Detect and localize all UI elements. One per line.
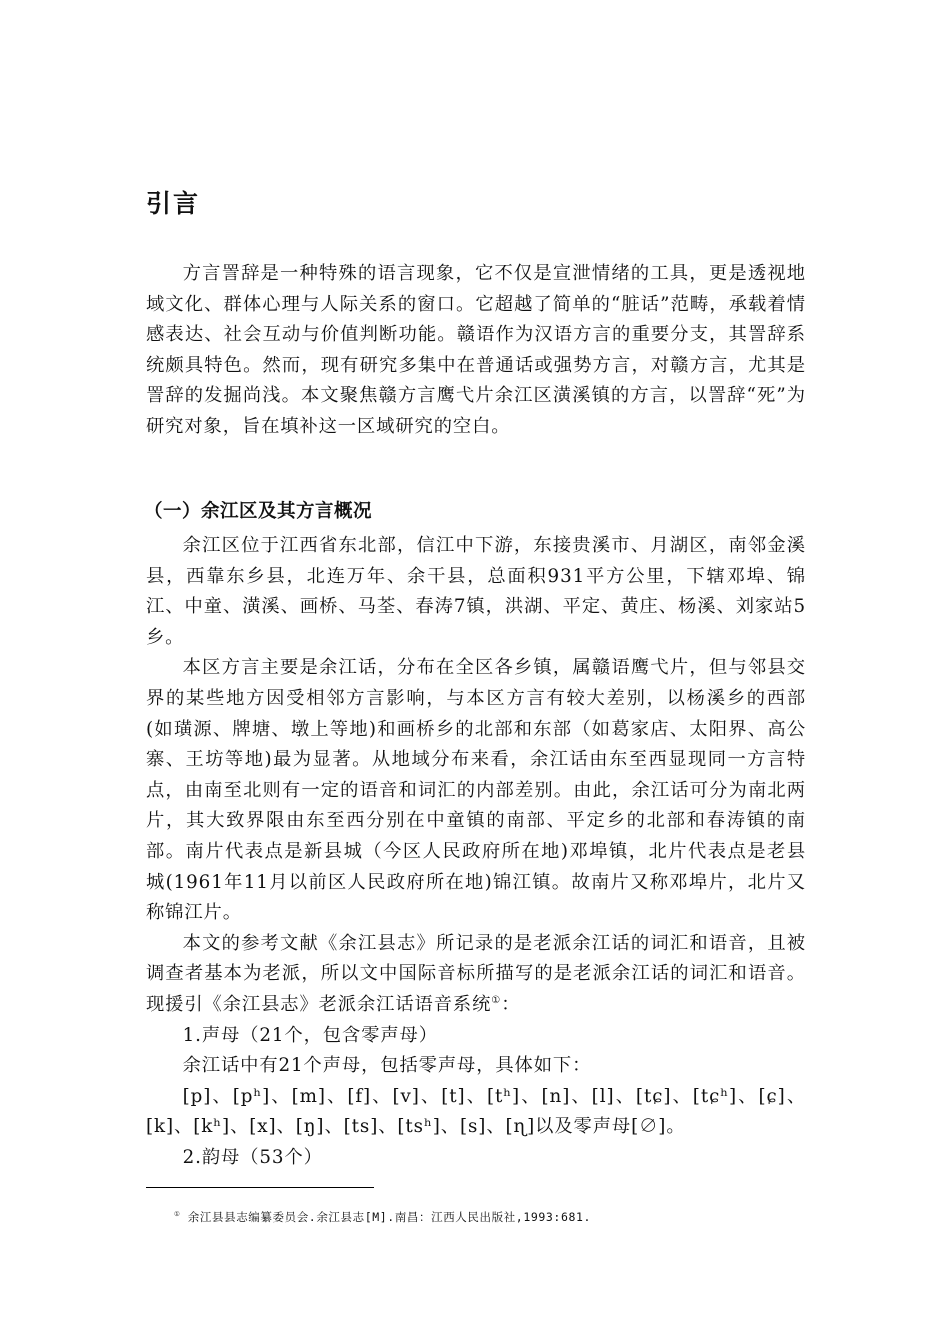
- footnote-ref[interactable]: ①: [491, 994, 502, 1006]
- initials-description: 余江话中有21个声母，包括零声母，具体如下：: [182, 1055, 592, 1077]
- paragraph-reference-end: ：: [501, 993, 521, 1015]
- footnote-mark: ①: [174, 1211, 181, 1219]
- paragraph-dialect: 本区方言主要是余江话，分布在全区各乡镇，属赣语鹰弋片，但与邻县交界的某些地方因受相邻方言影响，与本区方言有较大差别，以杨溪乡的西部(如璜源、牌塘、墩上等地)和画桥乡的北部和东部（如葛家店、太阳界、高公寨、王坊等地)最为显著。从地域分布来看，余江话由东至西显现同一方言特点，由南至北则有一定的语音和词汇的内部差别。由此，余江话可分为南北两片，其大致界限由东至西分别在中童镇的南部、平定乡的北部和春涛镇的南部。南片代表点是新县城（今区人民政府所在地)邓埠镇，北片代表点是老县城(1961年11月以前区人民政府所在地)锦江镇。故南片又称邓埠片，北片又称锦江片。: [146, 657, 806, 924]
- section-heading: （一）余江区及其方言概况: [144, 501, 373, 522]
- page-title: 引言: [146, 189, 201, 218]
- initials-list: [p]、[pʰ]、[m]、[f]、[v]、[t]、[tʰ]、[n]、[l]、[tɕ]、[tɕʰ]、[ɕ]、[k]、[kʰ]、[x]、[ŋ]、[ts]、[tsʰ]、[s]、[ɳ]以及零声母[∅]。: [146, 1085, 806, 1138]
- list-item-initials: 1.声母（21个，包含零声母）: [182, 1024, 438, 1046]
- section-body: [146, 531, 806, 1173]
- intro-section: [146, 259, 806, 443]
- paragraph-overview: 余江区位于江西省东北部，信江中下游，东接贵溪市、月湖区，南邻金溪县，西靠东乡县，北连万年、余干县，总面积931平方公里，下辖邓埠、锦江、中童、潢溪、画桥、马荃、春涛7镇，洪湖、平定、黄庄、杨溪、刘家站5乡。: [146, 535, 806, 648]
- footnote-text: 余江县县志编纂委员会.余江县志[M].南昌：江西人民出版社,1993:681.: [187, 1210, 592, 1224]
- list-item-finals: 2.韵母（53个）: [182, 1146, 323, 1168]
- footnote: [174, 1209, 591, 1225]
- paragraph-reference-text: 本文的参考文献《余江县志》所记录的是老派余江话的词汇和语音，且被调查者基本为老派，所以文中国际音标所描写的是老派余江话的词汇和语音。现援引《余江县志》老派余江话语音系统: [146, 932, 806, 1015]
- intro-paragraph: 方言詈辞是一种特殊的语言现象，它不仅是宣泄情绪的工具，更是透视地域文化、群体心理与人际关系的窗口。它超越了简单的“脏话”范畴，承载着情感表达、社会互动与价值判断功能。赣语作为汉语方言的重要分支，其詈辞系统颇具特色。然而，现有研究多集中在普通话或强势方言，对赣方言，尤其是詈辞的发掘尚浅。本文聚焦赣方言鹰弋片余江区潢溪镇的方言，以詈辞“死”为研究对象，旨在填补这一区域研究的空白。: [146, 263, 806, 437]
- paragraph-reference: [146, 929, 806, 1021]
- footnote-divider: [146, 1187, 374, 1188]
